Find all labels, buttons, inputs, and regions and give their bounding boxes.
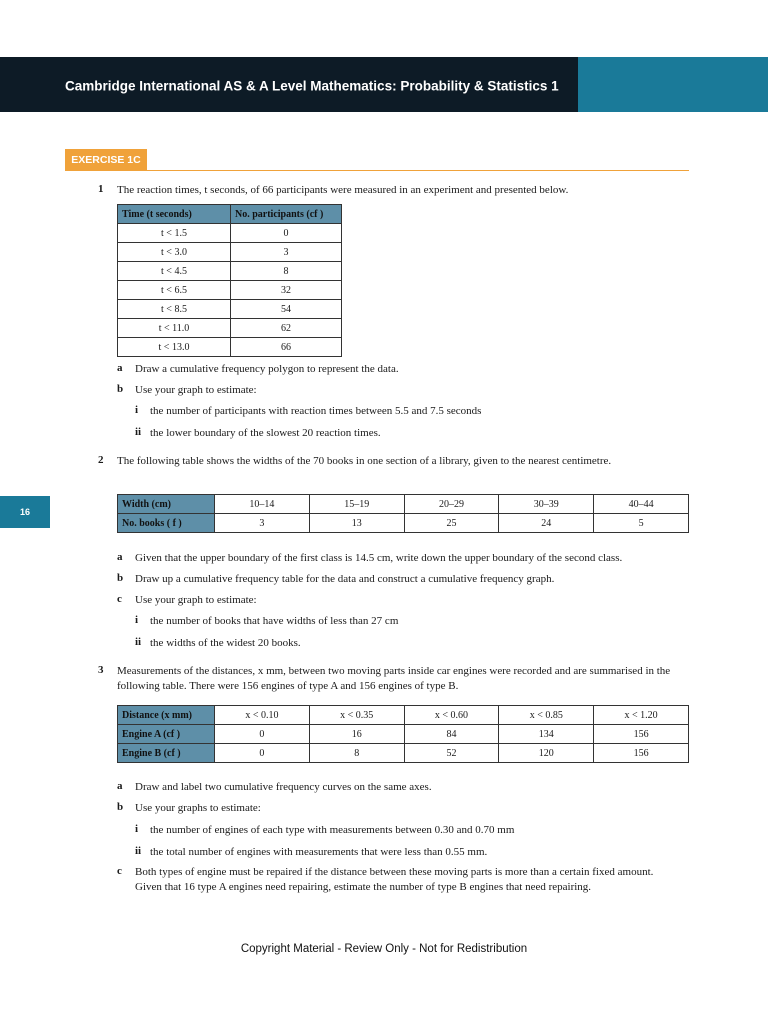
subpart-text: the total number of engines with measurements that were less than 0.55 mm.	[150, 846, 488, 858]
table-cell: 10–14	[215, 495, 310, 514]
table-cell: x < 0.85	[499, 706, 594, 725]
book-widths-table	[117, 494, 689, 533]
part-letter: c	[117, 865, 122, 877]
table-header: Engine A (cf )	[118, 725, 215, 744]
part-text: Use your graph to estimate:	[135, 384, 257, 396]
table-cell: 66	[231, 338, 342, 357]
table-cell: t < 13.0	[118, 338, 231, 357]
subpart-number: i	[135, 823, 139, 835]
table-cell: 24	[499, 514, 594, 533]
table-cell: t < 11.0	[118, 319, 231, 338]
table-cell: t < 4.5	[118, 262, 231, 281]
part-text: Draw and label two cumulative frequency curves on the same axes.	[135, 781, 432, 793]
table-cell: 32	[231, 281, 342, 300]
table-header: Engine B (cf )	[118, 744, 215, 763]
part-letter: a	[117, 551, 123, 563]
table-cell: x < 0.10	[215, 706, 310, 725]
table-cell: 16	[309, 725, 404, 744]
table-cell: 120	[499, 744, 594, 763]
question-1-number: 1	[98, 183, 104, 195]
part-letter: b	[117, 801, 124, 813]
engine-distances-table	[117, 705, 689, 763]
header-accent	[578, 57, 768, 112]
table-header: No. books ( f )	[118, 514, 215, 533]
reaction-times-table	[117, 204, 342, 357]
table-cell: 8	[231, 262, 342, 281]
table-cell: 0	[215, 725, 310, 744]
subpart-text: the number of engines of each type with measurements between 0.30 and 0.70 mm	[150, 824, 515, 836]
table-cell: 25	[404, 514, 499, 533]
subpart-number: ii	[135, 636, 142, 648]
table-cell: x < 0.60	[404, 706, 499, 725]
table-cell: t < 3.0	[118, 243, 231, 262]
question-3-text: Measurements of the distances, x mm, between two moving parts inside car engines were recorded and are summarised in the following table. There were 156 engines of type A and 156 engines of type B.	[117, 665, 671, 692]
table-cell: 52	[404, 744, 499, 763]
table-header: Width (cm)	[118, 495, 215, 514]
exercise-label: EXERCISE 1C	[65, 149, 147, 171]
table-cell: t < 8.5	[118, 300, 231, 319]
table-header: Distance (x mm)	[118, 706, 215, 725]
exercise-divider	[147, 170, 689, 171]
subpart-number: i	[135, 614, 139, 626]
table-cell: 8	[309, 744, 404, 763]
table-cell: 13	[309, 514, 404, 533]
part-letter: a	[117, 780, 123, 792]
subpart-text: the number of books that have widths of less than 27 cm	[150, 615, 399, 627]
book-title: Cambridge International AS & A Level Mathematics: Probability & Statistics 1	[65, 78, 559, 94]
subpart-number: ii	[135, 845, 142, 857]
part-letter: b	[117, 572, 124, 584]
table-header: No. participants (cf )	[231, 205, 342, 224]
part-letter: b	[117, 383, 124, 395]
part-letter: a	[117, 362, 123, 374]
question-2-number: 2	[98, 454, 104, 466]
table-cell: 3	[215, 514, 310, 533]
table-header: Time (t seconds)	[118, 205, 231, 224]
question-3-number: 3	[98, 664, 104, 676]
table-cell: 156	[594, 725, 689, 744]
part-text: Given that the upper boundary of the first class is 14.5 cm, write down the upper boundary of the second class.	[135, 552, 623, 564]
copyright-footer: Copyright Material - Review Only - Not for Redistribution	[240, 943, 528, 955]
subpart-text: the lower boundary of the slowest 20 reaction times.	[150, 427, 381, 439]
table-cell: t < 6.5	[118, 281, 231, 300]
table-cell: 84	[404, 725, 499, 744]
table-cell: 134	[499, 725, 594, 744]
table-cell: 20–29	[404, 495, 499, 514]
table-cell: 40–44	[594, 495, 689, 514]
table-cell: 3	[231, 243, 342, 262]
part-text: Both types of engine must be repaired if the distance between these moving parts is more than a certain fixed amount. Given that 16 type A engines need repairing, estimate the number of type B engines that need repairing.	[135, 866, 654, 893]
question-1-text: The reaction times, t seconds, of 66 participants were measured in an experiment and presented below.	[117, 184, 569, 196]
table-cell: 30–39	[499, 495, 594, 514]
table-cell: 15–19	[309, 495, 404, 514]
subpart-text: the number of participants with reaction times between 5.5 and 7.5 seconds	[150, 405, 482, 417]
table-cell: x < 0.35	[309, 706, 404, 725]
table-cell: t < 1.5	[118, 224, 231, 243]
table-cell: 156	[594, 744, 689, 763]
subpart-text: the widths of the widest 20 books.	[150, 637, 301, 649]
table-cell: 62	[231, 319, 342, 338]
question-2-text: The following table shows the widths of the 70 books in one section of a library, given to the nearest centimetre.	[117, 455, 612, 467]
part-letter: c	[117, 593, 122, 605]
page-number-tab: 16	[0, 496, 50, 528]
table-cell: 0	[231, 224, 342, 243]
part-text: Use your graphs to estimate:	[135, 802, 261, 814]
subpart-number: i	[135, 404, 139, 416]
table-cell: x < 1.20	[594, 706, 689, 725]
part-text: Use your graph to estimate:	[135, 594, 257, 606]
part-text: Draw a cumulative frequency polygon to represent the data.	[135, 363, 399, 375]
table-cell: 5	[594, 514, 689, 533]
subpart-number: ii	[135, 426, 142, 438]
table-cell: 0	[215, 744, 310, 763]
part-text: Draw up a cumulative frequency table for the data and construct a cumulative frequency graph.	[135, 573, 555, 585]
table-cell: 54	[231, 300, 342, 319]
